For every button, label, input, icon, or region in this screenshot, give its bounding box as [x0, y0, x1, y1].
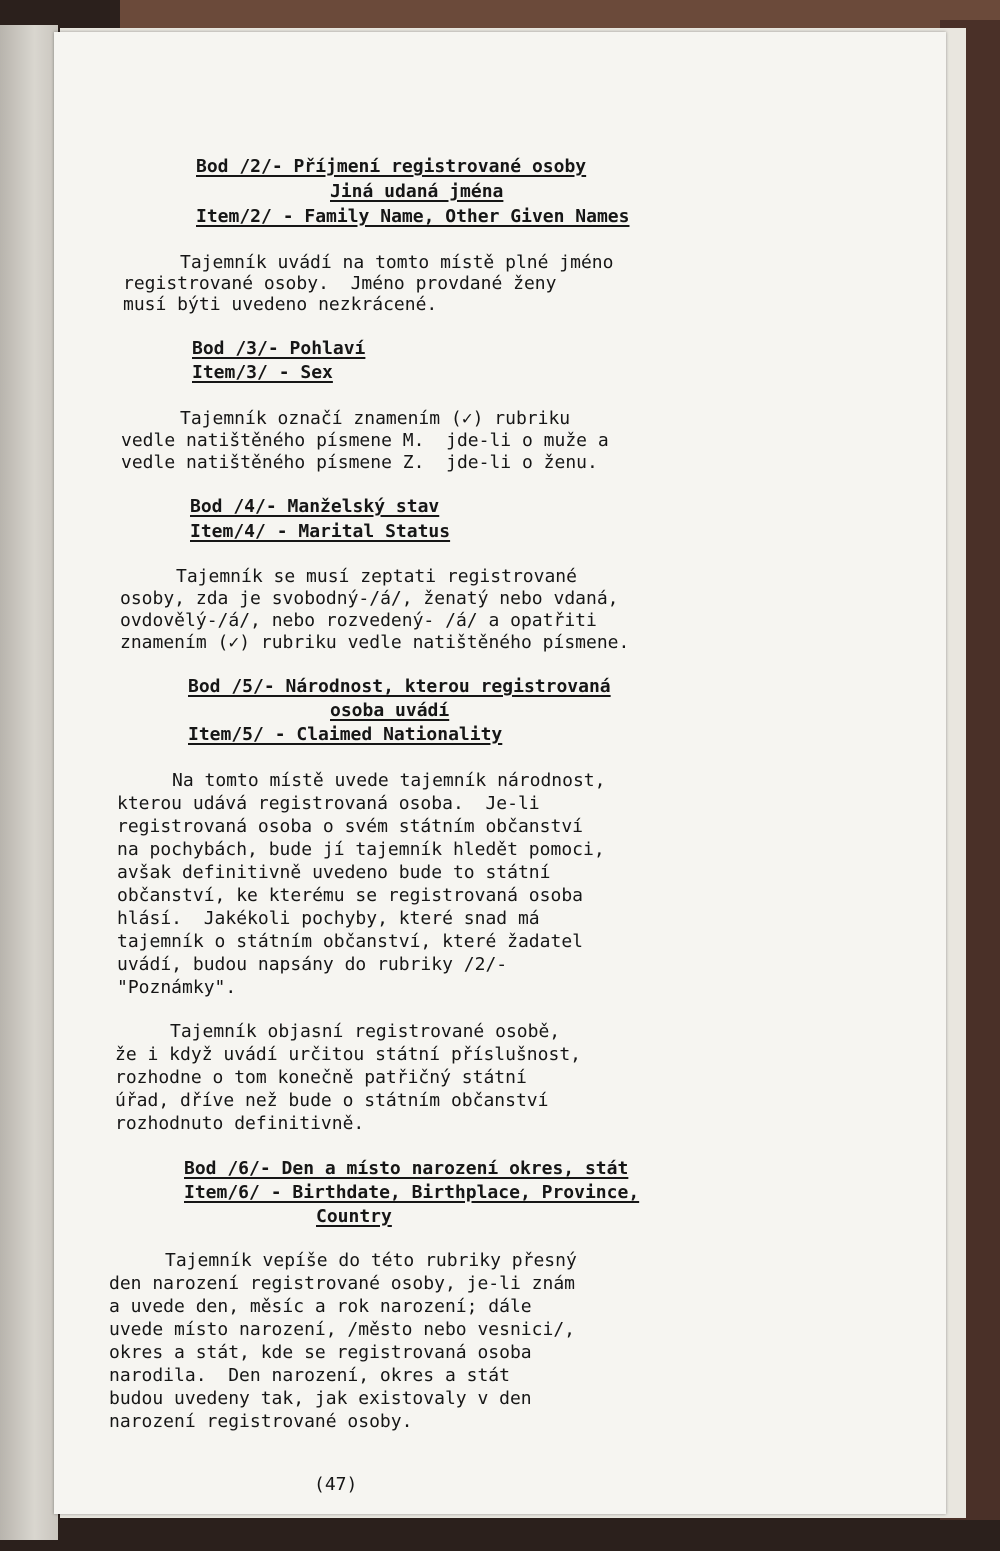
- paragraph-line: okres a stát, kde se registrovaná osoba: [109, 1342, 532, 1363]
- heading-item-2-cz: Bod /2/- Příjmení registrované osoby: [196, 156, 587, 177]
- heading-item-5-en: Item/5/ - Claimed Nationality: [188, 724, 503, 745]
- paragraph-line: Tajemník označí znamením (✓) rubriku: [180, 408, 571, 429]
- paragraph-line: Tajemník vepíše do této rubriky přesný: [165, 1250, 577, 1271]
- heading-item-5-cz: Bod /5/- Národnost, kterou registrovaná: [188, 676, 611, 697]
- paragraph-line: vedle natištěného písmene M. jde-li o muže a: [121, 430, 609, 451]
- paragraph-line: a uvede den, měsíc a rok narození; dále: [109, 1296, 532, 1317]
- heading-item-5-cz-line2: osoba uvádí: [330, 700, 450, 721]
- paragraph-line: Tajemník objasní registrované osobě,: [170, 1021, 561, 1042]
- heading-item-6-en-line2: Country: [316, 1206, 392, 1227]
- paragraph-line: na pochybách, bude jí tajemník hledět pomoci,: [117, 839, 605, 860]
- paragraph-line: Na tomto místě uvede tajemník národnost,: [172, 770, 606, 791]
- heading-item-6-en: Item/6/ - Birthdate, Birthplace, Province,: [184, 1182, 640, 1203]
- paragraph-line: rozhodnuto definitivně.: [115, 1113, 365, 1134]
- paragraph-line: rozhodne o tom konečně patřičný státní: [115, 1067, 527, 1088]
- paragraph-line: znamením (✓) rubriku vedle natištěného písmene.: [120, 632, 630, 653]
- paragraph-line: narodila. Den narození, okres a stát: [109, 1365, 510, 1386]
- heading-item-4-cz: Bod /4/- Manželský stav: [190, 496, 440, 517]
- heading-item-3-en: Item/3/ - Sex: [192, 362, 333, 383]
- heading-item-4-en: Item/4/ - Marital Status: [190, 521, 451, 542]
- paragraph-line: den narození registrované osoby, je-li znám: [109, 1273, 575, 1294]
- paragraph-line: občanství, ke kterému se registrovaná osoba: [117, 885, 583, 906]
- heading-item-2-en: Item/2/ - Family Name, Other Given Names: [196, 206, 630, 227]
- paragraph-line: uvede místo narození, /město nebo vesnici/,: [109, 1319, 575, 1340]
- paragraph-line: registrovaná osoba o svém státním občanství: [117, 816, 583, 837]
- heading-item-3-cz: Bod /3/- Pohlaví: [192, 338, 366, 359]
- paragraph-line: tajemník o státním občanství, které žadatel: [117, 931, 583, 952]
- paragraph-line: Tajemník uvádí na tomto místě plné jméno: [180, 252, 614, 273]
- paragraph-line: avšak definitivně uvedeno bude to státní: [117, 862, 551, 883]
- paragraph-line: "Poznámky".: [117, 977, 237, 998]
- paragraph-line: ovdovělý-/á/, nebo rozvedený- /á/ a opatřiti: [120, 610, 597, 631]
- paragraph-line: Tajemník se musí zeptati registrované: [176, 566, 577, 587]
- paragraph-line: narození registrované osoby.: [109, 1411, 413, 1432]
- paragraph-line: uvádí, budou napsány do rubriky /2/-: [117, 954, 508, 975]
- paragraph-line: budou uvedeny tak, jak existovaly v den: [109, 1388, 532, 1409]
- paragraph-line: kterou udává registrovaná osoba. Je-li: [117, 793, 540, 814]
- paragraph-line: musí býti uvedeno nezkrácené.: [123, 294, 438, 315]
- paragraph-line: úřad, dříve než bude o státním občanství: [115, 1090, 549, 1111]
- page-number: (47): [314, 1474, 358, 1495]
- paragraph-line: že i když uvádí určitou státní příslušnost,: [115, 1044, 581, 1065]
- heading-item-2-cz-line2: Jiná udaná jména: [330, 181, 504, 202]
- left-cover-edge: [0, 25, 58, 1540]
- paragraph-line: registrované osoby. Jméno provdané ženy: [123, 273, 557, 294]
- heading-item-6-cz: Bod /6/- Den a místo narození okres, stát: [184, 1158, 629, 1179]
- paragraph-line: vedle natištěného písmene Z. jde-li o ženu.: [121, 452, 598, 473]
- paragraph-line: hlásí. Jakékoli pochyby, které snad má: [117, 908, 540, 929]
- paragraph-line: osoby, zda je svobodný-/á/, ženatý nebo vdaná,: [120, 588, 619, 609]
